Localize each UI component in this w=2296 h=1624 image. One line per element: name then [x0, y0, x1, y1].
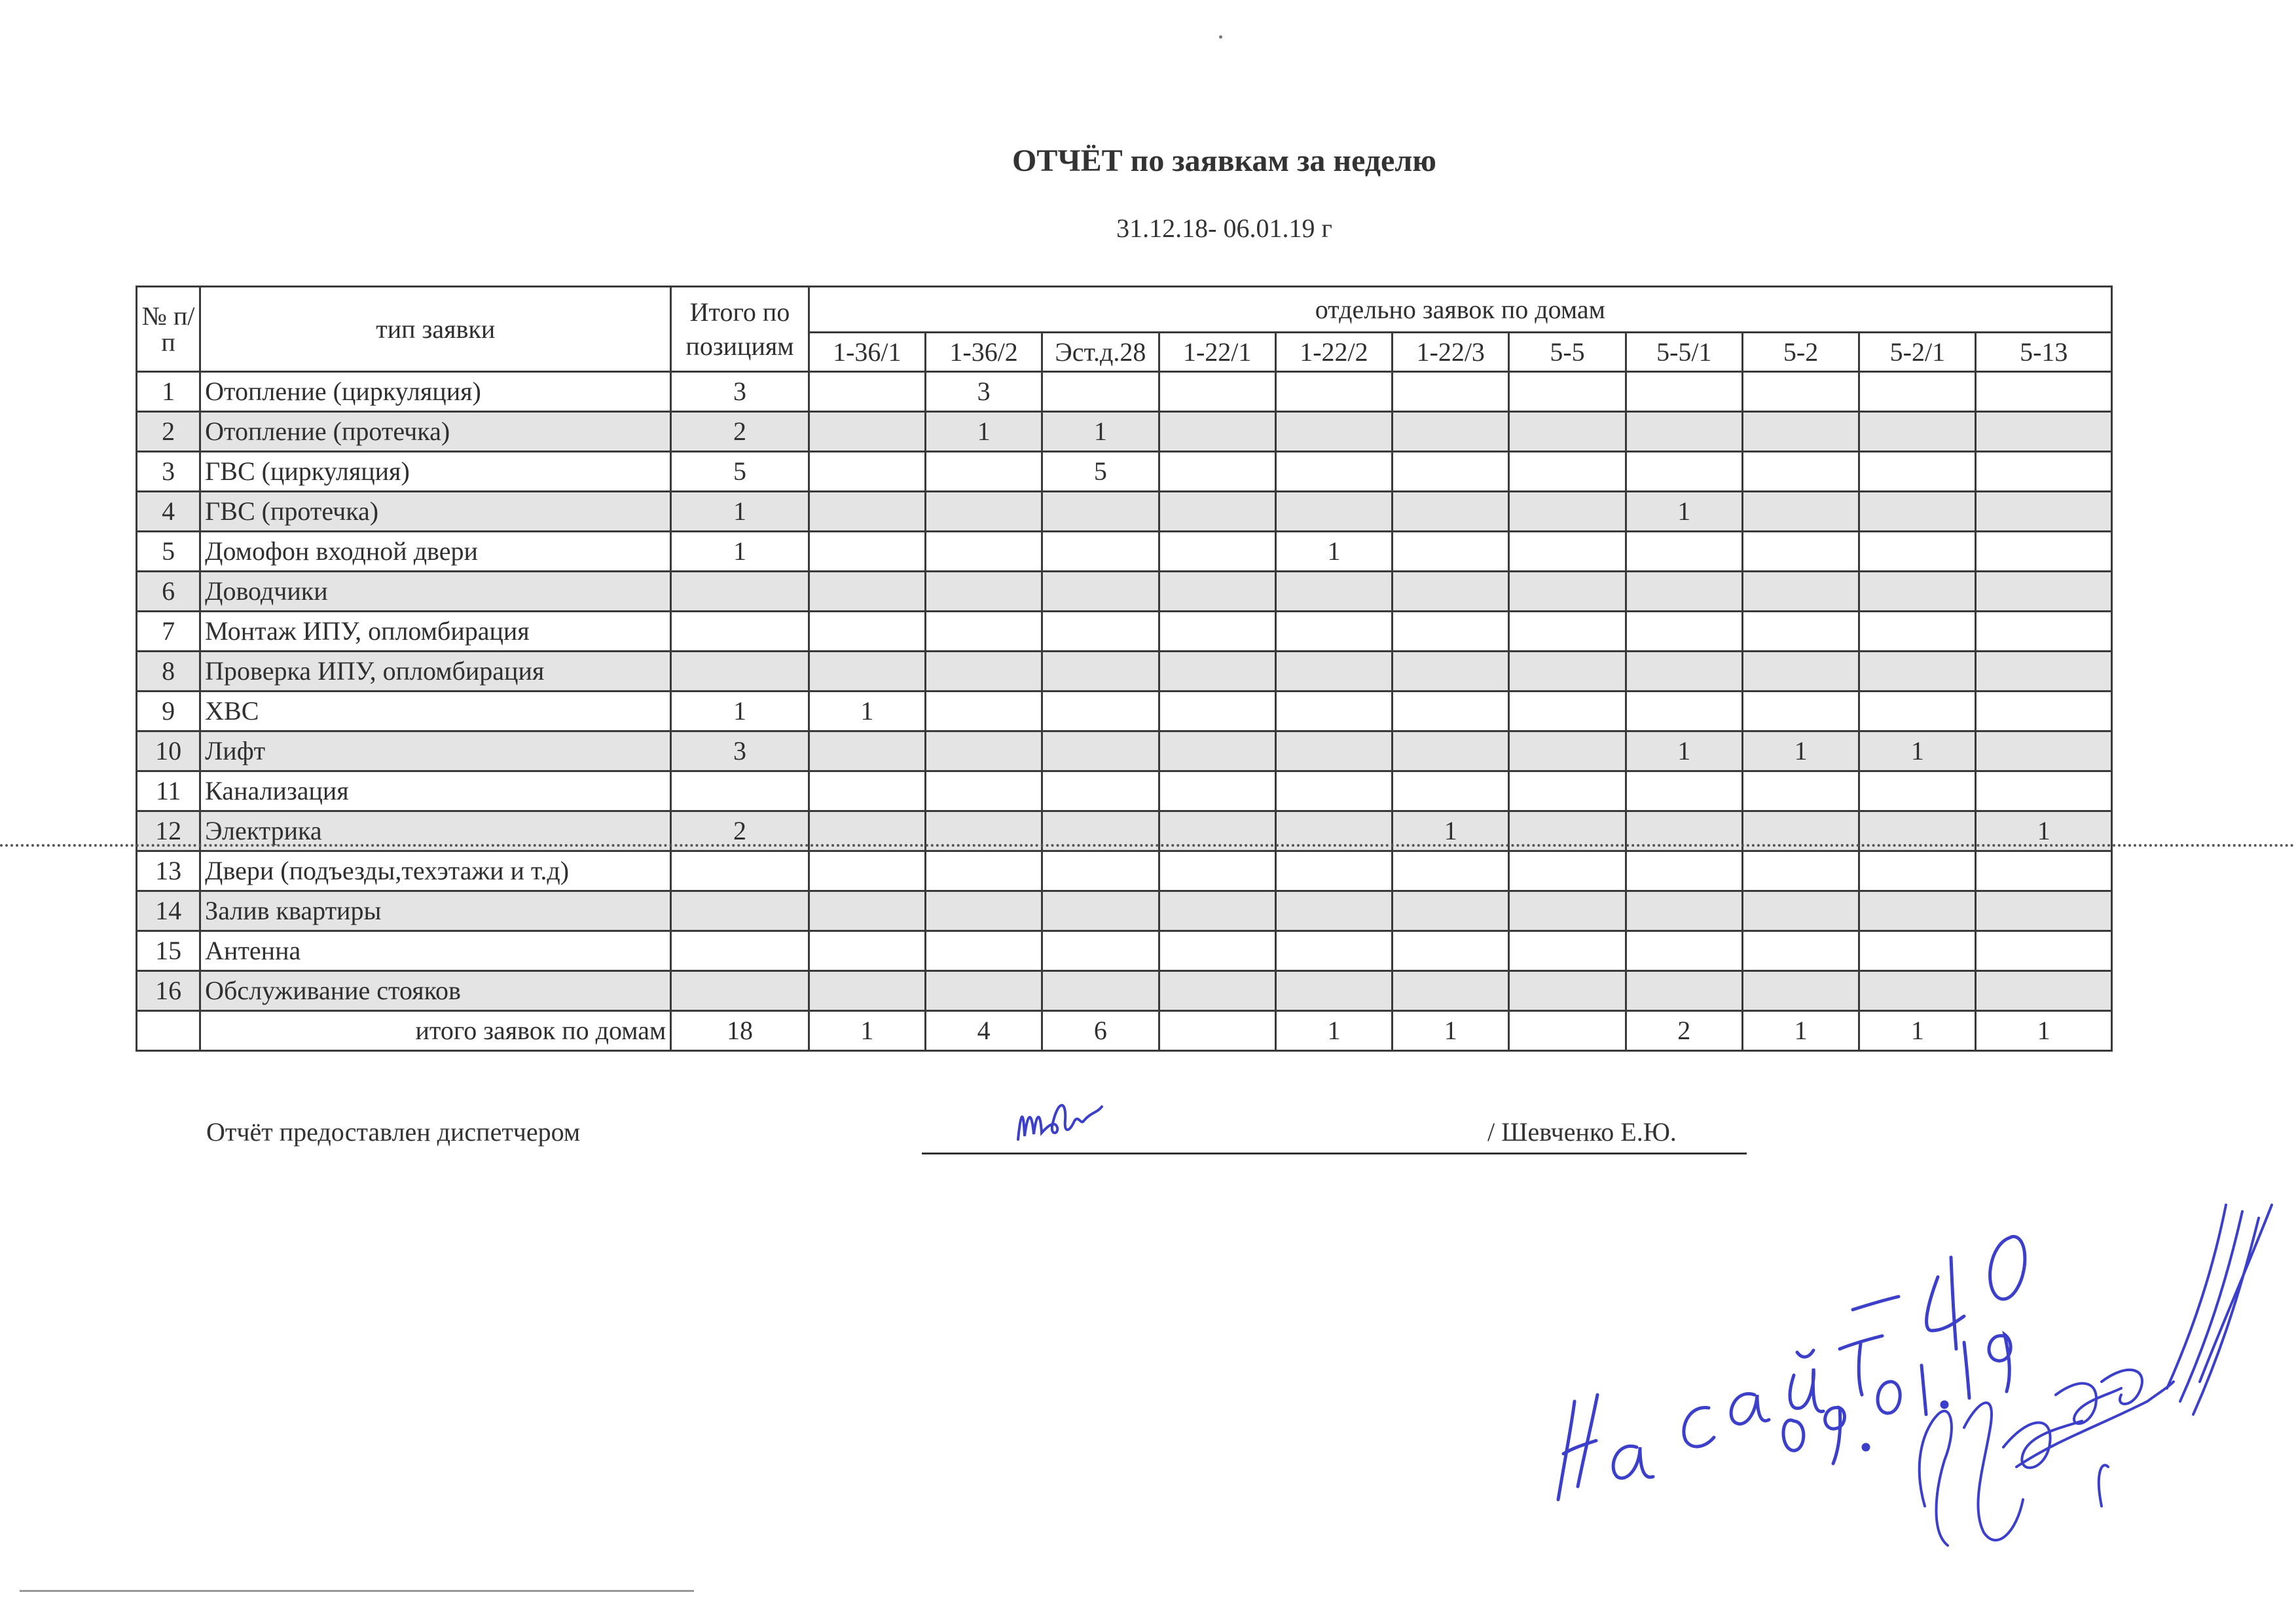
house-count-cell: [1159, 452, 1275, 492]
house-count-cell: [1626, 412, 1742, 452]
house-count-cell: 1: [809, 692, 925, 731]
table-body: [137, 372, 2112, 1051]
house-count-cell: [1859, 851, 1976, 891]
house-count-cell: [1159, 851, 1275, 891]
house-count-cell: [1042, 572, 1159, 612]
row-number: 4: [137, 492, 200, 532]
house-count-cell: [809, 891, 925, 931]
house-count-cell: [1742, 532, 1859, 572]
house-count-cell: [1976, 931, 2112, 971]
house-count-cell: [1859, 452, 1976, 492]
row-number: 11: [137, 771, 200, 811]
house-count-cell: [1042, 971, 1159, 1011]
house-count-cell: [1742, 412, 1859, 452]
house-total-cell: 2: [1626, 1011, 1742, 1051]
report-title: ОТЧЁТ по заявкам за неделю: [1012, 143, 1436, 178]
house-count-cell: [1509, 771, 1626, 811]
house-header: 1-36/1: [809, 333, 925, 372]
house-total-cell: 1: [1275, 1011, 1392, 1051]
request-type: ХВС: [200, 692, 671, 731]
house-count-cell: [809, 851, 925, 891]
house-count-cell: [1275, 412, 1392, 452]
house-count-cell: [1159, 612, 1275, 652]
header-number: № п/п: [137, 287, 200, 372]
house-count-cell: [1042, 891, 1159, 931]
house-count-cell: [1626, 652, 1742, 692]
house-count-cell: [1275, 971, 1392, 1011]
house-total-cell: 1: [1393, 1011, 1509, 1051]
row-total: [671, 572, 809, 612]
request-type: Проверка ИПУ, опломбирация: [200, 652, 671, 692]
report-period: 31.12.18- 06.01.19 г: [1116, 213, 1332, 243]
house-count-cell: [1159, 731, 1275, 771]
table-row: [137, 692, 2112, 731]
table-row: [137, 492, 2112, 532]
row-total: [671, 851, 809, 891]
house-count-cell: [1742, 372, 1859, 412]
house-total-cell: 6: [1042, 1011, 1159, 1051]
house-count-cell: [1509, 492, 1626, 532]
table-row: [137, 971, 2112, 1011]
table-row: [137, 452, 2112, 492]
house-count-cell: [809, 931, 925, 971]
house-count-cell: [925, 731, 1042, 771]
row-number: 15: [137, 931, 200, 971]
house-count-cell: [1042, 731, 1159, 771]
request-type: Двери (подъезды,техэтажи и т.д): [200, 851, 671, 891]
house-count-cell: [1509, 612, 1626, 652]
house-count-cell: [925, 612, 1042, 652]
row-number: 6: [137, 572, 200, 612]
totals-label: итого заявок по домам: [200, 1011, 671, 1051]
house-count-cell: [1976, 652, 2112, 692]
row-number: 3: [137, 452, 200, 492]
house-count-cell: [809, 412, 925, 452]
house-total-cell: [1159, 1011, 1275, 1051]
house-count-cell: [1859, 692, 1976, 731]
row-total: 1: [671, 492, 809, 532]
house-count-cell: [925, 652, 1042, 692]
row-total: 5: [671, 452, 809, 492]
house-header: 1-22/3: [1393, 333, 1509, 372]
request-type: Отопление (протечка): [200, 412, 671, 452]
request-type: Канализация: [200, 771, 671, 811]
house-count-cell: [1626, 532, 1742, 572]
request-type: Доводчики: [200, 572, 671, 612]
house-count-cell: [1509, 971, 1626, 1011]
house-count-cell: [925, 492, 1042, 532]
house-count-cell: [1042, 652, 1159, 692]
house-count-cell: [1159, 692, 1275, 731]
house-total-cell: 1: [1742, 1011, 1859, 1051]
house-count-cell: [1275, 891, 1392, 931]
house-count-cell: [1976, 532, 2112, 572]
house-count-cell: [1742, 891, 1859, 931]
house-count-cell: [1275, 771, 1392, 811]
scan-speck: [1219, 35, 1222, 39]
house-count-cell: [1159, 412, 1275, 452]
house-count-cell: [1859, 532, 1976, 572]
house-total-cell: 1: [1859, 1011, 1976, 1051]
house-count-cell: [925, 851, 1042, 891]
house-count-cell: [1742, 452, 1859, 492]
house-count-cell: [1626, 692, 1742, 731]
house-count-cell: [1393, 372, 1509, 412]
row-total: 1: [671, 532, 809, 572]
house-header: 1-22/1: [1159, 333, 1275, 372]
house-count-cell: [809, 372, 925, 412]
house-count-cell: [1509, 412, 1626, 452]
house-count-cell: [1159, 372, 1275, 412]
house-count-cell: [1859, 891, 1976, 931]
house-count-cell: [1159, 572, 1275, 612]
house-count-cell: [1976, 692, 2112, 731]
house-header: 5-5: [1509, 333, 1626, 372]
house-count-cell: [1626, 971, 1742, 1011]
request-type: Обслуживание стояков: [200, 971, 671, 1011]
table-row: [137, 612, 2112, 652]
row-total: [671, 971, 809, 1011]
house-count-cell: [1976, 492, 2112, 532]
request-type: Залив квартиры: [200, 891, 671, 931]
house-count-cell: [1393, 891, 1509, 931]
house-count-cell: [809, 731, 925, 771]
table-row: [137, 731, 2112, 771]
house-count-cell: [809, 971, 925, 1011]
house-count-cell: [1626, 572, 1742, 612]
request-type: Домофон входной двери: [200, 532, 671, 572]
house-count-cell: [1159, 532, 1275, 572]
house-count-cell: [1509, 851, 1626, 891]
row-total: 2: [671, 412, 809, 452]
totals-row: [137, 1011, 2112, 1051]
house-count-cell: 1: [1626, 731, 1742, 771]
house-count-cell: 1: [1042, 412, 1159, 452]
dispatcher-signature: [1011, 1087, 1142, 1159]
table-row: [137, 771, 2112, 811]
house-count-cell: [1859, 931, 1976, 971]
house-count-cell: [1742, 572, 1859, 612]
house-count-cell: [1626, 612, 1742, 652]
house-count-cell: [809, 652, 925, 692]
house-count-cell: [1275, 652, 1392, 692]
house-count-cell: [1976, 771, 2112, 811]
row-total: [671, 652, 809, 692]
house-total-cell: 1: [809, 1011, 925, 1051]
house-count-cell: [1976, 851, 2112, 891]
provided-by-label: Отчёт предоставлен диспетчером: [206, 1117, 581, 1147]
house-count-cell: [1275, 692, 1392, 731]
house-count-cell: [1393, 692, 1509, 731]
house-header: 5-5/1: [1626, 333, 1742, 372]
house-count-cell: [925, 572, 1042, 612]
house-count-cell: [1042, 692, 1159, 731]
house-count-cell: [1976, 612, 2112, 652]
header-by-houses: отдельно заявок по домам: [809, 287, 2111, 333]
house-header: 1-22/2: [1275, 333, 1392, 372]
house-count-cell: [925, 532, 1042, 572]
house-count-cell: [1393, 532, 1509, 572]
grand-total: 18: [671, 1011, 809, 1051]
row-total: 1: [671, 692, 809, 731]
house-count-cell: [1976, 891, 2112, 931]
house-count-cell: [1509, 372, 1626, 412]
header-total-by-position: Итого по позициям: [671, 287, 809, 372]
house-count-cell: [809, 452, 925, 492]
row-total: [671, 891, 809, 931]
house-count-cell: [1742, 652, 1859, 692]
house-count-cell: [1859, 612, 1976, 652]
house-count-cell: [1742, 492, 1859, 532]
row-total: [671, 931, 809, 971]
request-type: ГВС (циркуляция): [200, 452, 671, 492]
house-count-cell: [1742, 851, 1859, 891]
request-type: ГВС (протечка): [200, 492, 671, 532]
house-count-cell: [1626, 771, 1742, 811]
house-count-cell: [809, 572, 925, 612]
house-count-cell: [1042, 492, 1159, 532]
house-header: 5-2/1: [1859, 333, 1976, 372]
house-count-cell: [1859, 372, 1976, 412]
row-total: 2: [671, 811, 809, 851]
house-count-cell: [1159, 771, 1275, 811]
house-count-cell: [1626, 372, 1742, 412]
table-row: [137, 572, 2112, 612]
house-count-cell: [1393, 492, 1509, 532]
table-row: [137, 412, 2112, 452]
house-header: 1-36/2: [925, 333, 1042, 372]
house-count-cell: [1976, 412, 2112, 452]
house-count-cell: [1275, 931, 1392, 971]
house-count-cell: [1509, 931, 1626, 971]
house-count-cell: [1159, 971, 1275, 1011]
house-count-cell: [1859, 412, 1976, 452]
house-count-cell: [1042, 532, 1159, 572]
house-count-cell: 5: [1042, 452, 1159, 492]
row-number: 2: [137, 412, 200, 452]
house-count-cell: 1: [1976, 811, 2112, 851]
house-count-cell: [1275, 372, 1392, 412]
house-count-cell: [1275, 612, 1392, 652]
house-count-cell: [1859, 971, 1976, 1011]
house-header: 5-2: [1742, 333, 1859, 372]
house-count-cell: [809, 492, 925, 532]
table-row: [137, 532, 2112, 572]
house-count-cell: [1393, 652, 1509, 692]
requests-table: [136, 286, 2113, 1052]
row-total: 3: [671, 372, 809, 412]
house-count-cell: [1976, 971, 2112, 1011]
house-header: 5-13: [1976, 333, 2112, 372]
house-count-cell: [1976, 731, 2112, 771]
house-count-cell: [1393, 452, 1509, 492]
row-number: 12: [137, 811, 200, 851]
house-header: Эст.д.28: [1042, 333, 1159, 372]
table-row: [137, 372, 2112, 412]
house-count-cell: [1859, 572, 1976, 612]
row-number: 10: [137, 731, 200, 771]
house-count-cell: [925, 931, 1042, 971]
house-count-cell: [1042, 771, 1159, 811]
house-count-cell: [1509, 891, 1626, 931]
house-total-cell: [1509, 1011, 1626, 1051]
house-count-cell: [1393, 971, 1509, 1011]
house-count-cell: [1509, 532, 1626, 572]
house-count-cell: [809, 532, 925, 572]
house-count-cell: [1393, 851, 1509, 891]
row-number: 8: [137, 652, 200, 692]
house-count-cell: [1042, 612, 1159, 652]
house-count-cell: [1159, 652, 1275, 692]
house-count-cell: [925, 771, 1042, 811]
house-count-cell: [1509, 572, 1626, 612]
house-count-cell: [925, 452, 1042, 492]
house-count-cell: [1742, 692, 1859, 731]
house-count-cell: [1859, 492, 1976, 532]
house-count-cell: [1042, 851, 1159, 891]
house-count-cell: [809, 771, 925, 811]
table-row: [137, 891, 2112, 931]
house-count-cell: [1275, 572, 1392, 612]
row-number: 9: [137, 692, 200, 731]
request-type: Лифт: [200, 731, 671, 771]
house-count-cell: [1859, 771, 1976, 811]
totals-blank: [137, 1011, 200, 1051]
house-total-cell: 1: [1976, 1011, 2112, 1051]
row-total: [671, 612, 809, 652]
house-count-cell: [1042, 372, 1159, 412]
house-count-cell: [1393, 731, 1509, 771]
request-type: Электрика: [200, 811, 671, 851]
house-count-cell: 1: [1626, 492, 1742, 532]
house-count-cell: [1626, 891, 1742, 931]
house-count-cell: [1742, 971, 1859, 1011]
house-count-cell: [1275, 851, 1392, 891]
row-number: 7: [137, 612, 200, 652]
house-count-cell: [1275, 492, 1392, 532]
house-count-cell: [925, 692, 1042, 731]
row-number: 1: [137, 372, 200, 412]
house-count-cell: [1042, 931, 1159, 971]
request-type: Отопление (циркуляция): [200, 372, 671, 412]
house-count-cell: [1275, 452, 1392, 492]
house-count-cell: [1626, 931, 1742, 971]
house-count-cell: [1859, 652, 1976, 692]
scan-dotted-line: [0, 844, 2296, 847]
house-count-cell: [1159, 891, 1275, 931]
request-type: Монтаж ИПУ, опломбирация: [200, 612, 671, 652]
house-count-cell: 3: [925, 372, 1042, 412]
house-count-cell: [1509, 692, 1626, 731]
house-count-cell: 1: [925, 412, 1042, 452]
table-row: [137, 931, 2112, 971]
house-total-cell: 4: [925, 1011, 1042, 1051]
house-count-cell: [809, 612, 925, 652]
manager-signature: [1886, 1166, 2291, 1572]
house-count-cell: [1742, 612, 1859, 652]
house-count-cell: [1742, 771, 1859, 811]
dispatcher-name: / Шевченко Е.Ю.: [1487, 1117, 1677, 1147]
house-count-cell: 1: [1859, 731, 1976, 771]
house-count-cell: [1509, 731, 1626, 771]
house-count-cell: [1275, 731, 1392, 771]
house-count-cell: 1: [1275, 532, 1392, 572]
row-number: 16: [137, 971, 200, 1011]
house-count-cell: [1976, 372, 2112, 412]
house-count-cell: [1393, 612, 1509, 652]
house-count-cell: [1626, 452, 1742, 492]
house-count-cell: [1393, 572, 1509, 612]
scan-edge-line: [20, 1590, 694, 1592]
house-count-cell: [925, 971, 1042, 1011]
house-count-cell: [1393, 412, 1509, 452]
house-count-cell: [1626, 851, 1742, 891]
house-count-cell: [1393, 771, 1509, 811]
house-count-cell: [1976, 452, 2112, 492]
house-count-cell: [1159, 492, 1275, 532]
row-number: 13: [137, 851, 200, 891]
row-total: [671, 771, 809, 811]
table-row: [137, 851, 2112, 891]
table-row: [137, 652, 2112, 692]
header-request-type: тип заявки: [200, 287, 671, 372]
house-count-cell: [1509, 652, 1626, 692]
house-count-cell: 1: [1742, 731, 1859, 771]
house-count-cell: [1159, 931, 1275, 971]
request-type: Антенна: [200, 931, 671, 971]
house-count-cell: [925, 891, 1042, 931]
house-count-cell: [1976, 572, 2112, 612]
house-count-cell: [1742, 931, 1859, 971]
house-count-cell: 1: [1393, 811, 1509, 851]
row-number: 5: [137, 532, 200, 572]
row-number: 14: [137, 891, 200, 931]
house-count-cell: [1509, 452, 1626, 492]
row-total: 3: [671, 731, 809, 771]
house-count-cell: [1393, 931, 1509, 971]
